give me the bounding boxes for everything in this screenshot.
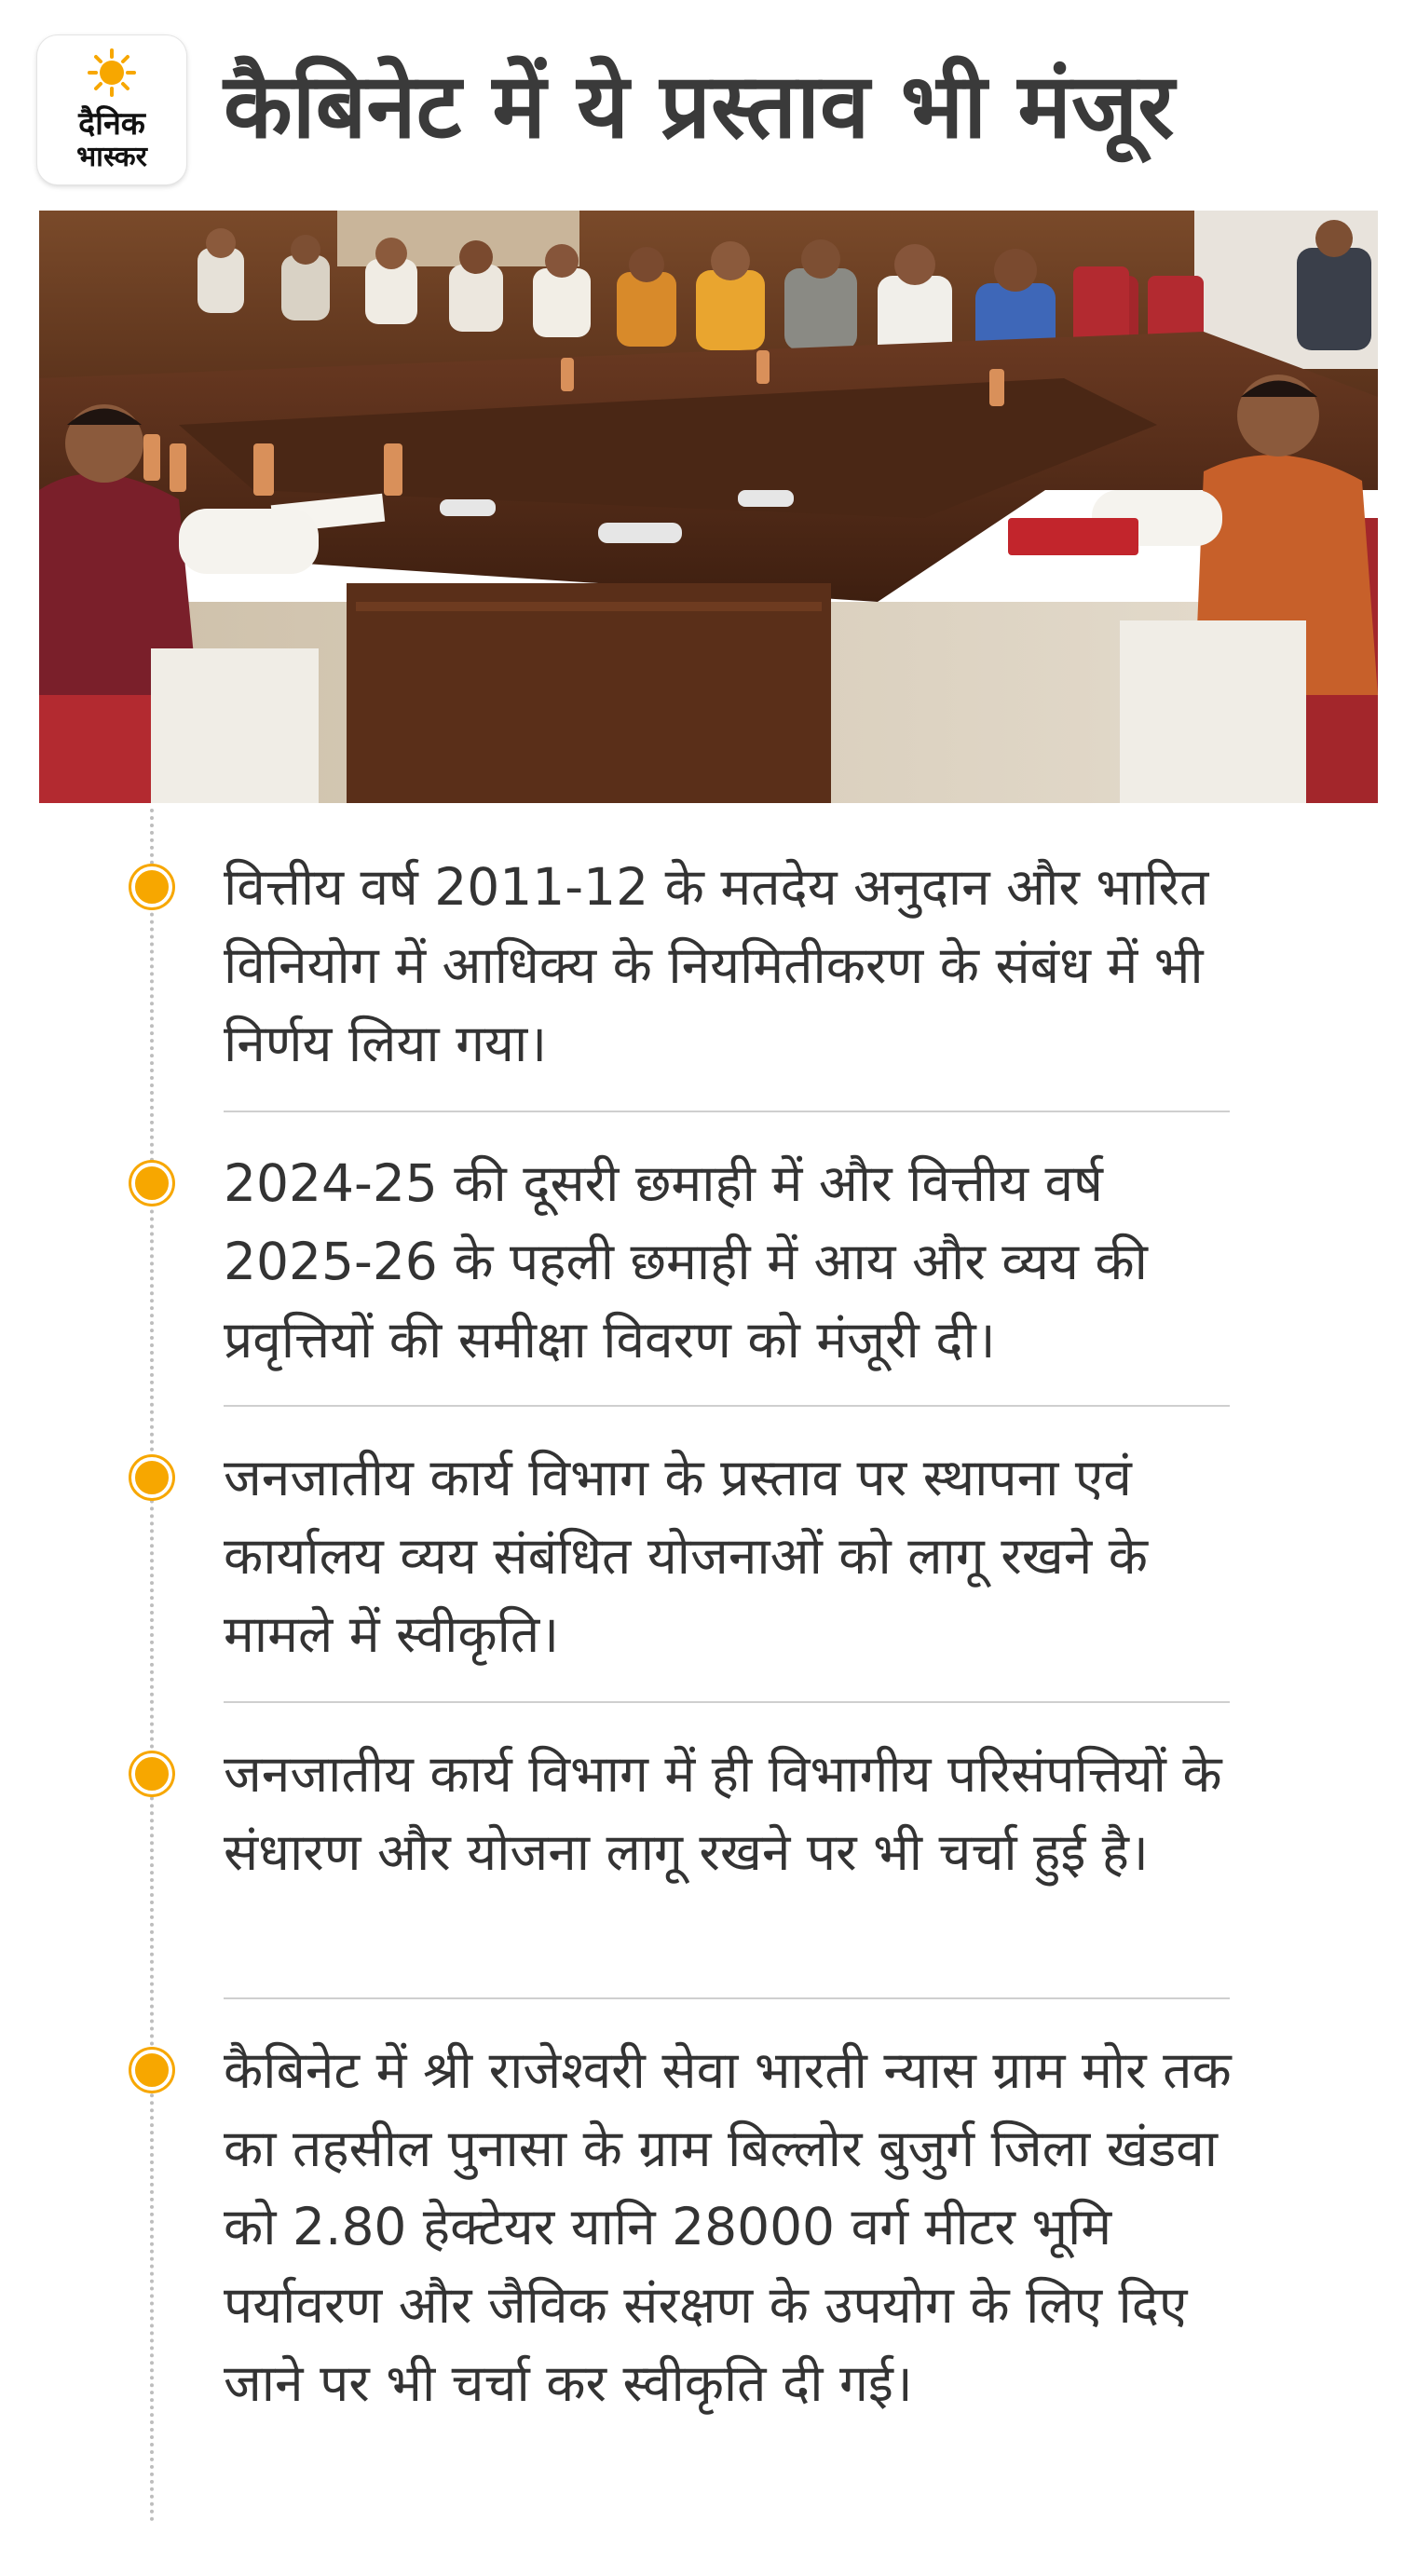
bullet-dot-icon bbox=[131, 2050, 172, 2091]
bullet-dot-icon bbox=[131, 1163, 172, 1204]
list-item-text: जनजातीय कार्य विभाग के प्रस्ताव पर स्थापना एवं कार्यालय व्यय संबंधित योजनाओं को लागू रखने के मामले में स्वीकृति। bbox=[224, 1448, 1148, 1664]
timeline-dotted-line bbox=[150, 809, 154, 2523]
cabinet-meeting-photo bbox=[39, 211, 1378, 803]
divider bbox=[224, 1997, 1230, 1999]
logo-text-bhaskar: भास्कर bbox=[76, 141, 147, 173]
list-item-text: कैबिनेट में श्री राजेश्वरी सेवा भारती न्यास ग्राम मोर तक का तहसील पुनासा के ग्राम बिल्लोर बुजुर्ग जिला खंडवा को 2.80 हेक्टेयर यानि 28000 वर्ग मीटर भूमि पर्यावरण और जैविक संरक्षण के उपयोग के लिए दिए जाने पर भी चर्चा कर स्वीकृति दी गई। bbox=[224, 2040, 1232, 2413]
divider bbox=[224, 1111, 1230, 1112]
list-item-text: 2024-25 की दूसरी छमाही में और वित्तीय वर्ष 2025-26 के पहली छमाही में आय और व्यय की प्रवृत्तियों की समीक्षा विवरण को मंजूरी दी। bbox=[224, 1153, 1148, 1370]
header bbox=[37, 35, 1379, 194]
divider bbox=[224, 1701, 1230, 1703]
logo-text-dainik: दैनिक bbox=[78, 105, 145, 143]
bullet-dot-icon bbox=[131, 1457, 172, 1498]
list-item-text: वित्तीय वर्ष 2011-12 के मतदेय अनुदान और भारित विनियोग में आधिक्य के नियमितीकरण के संबंध में भी निर्णय लिया गया। bbox=[224, 857, 1209, 1073]
dainik-bhaskar-logo[interactable] bbox=[37, 35, 186, 184]
list-item-text: जनजातीय कार्य विभाग में ही विभागीय परिसंपत्तियों के संधारण और योजना लागू रखने पर भी चर्चा हुई है। bbox=[224, 1744, 1222, 1882]
bullet-dot-icon bbox=[131, 1753, 172, 1794]
divider bbox=[224, 1405, 1230, 1407]
bullet-dot-icon bbox=[131, 866, 172, 907]
page-title: कैबिनेट में ये प्रस्ताव भी मंजूर bbox=[224, 54, 1175, 158]
